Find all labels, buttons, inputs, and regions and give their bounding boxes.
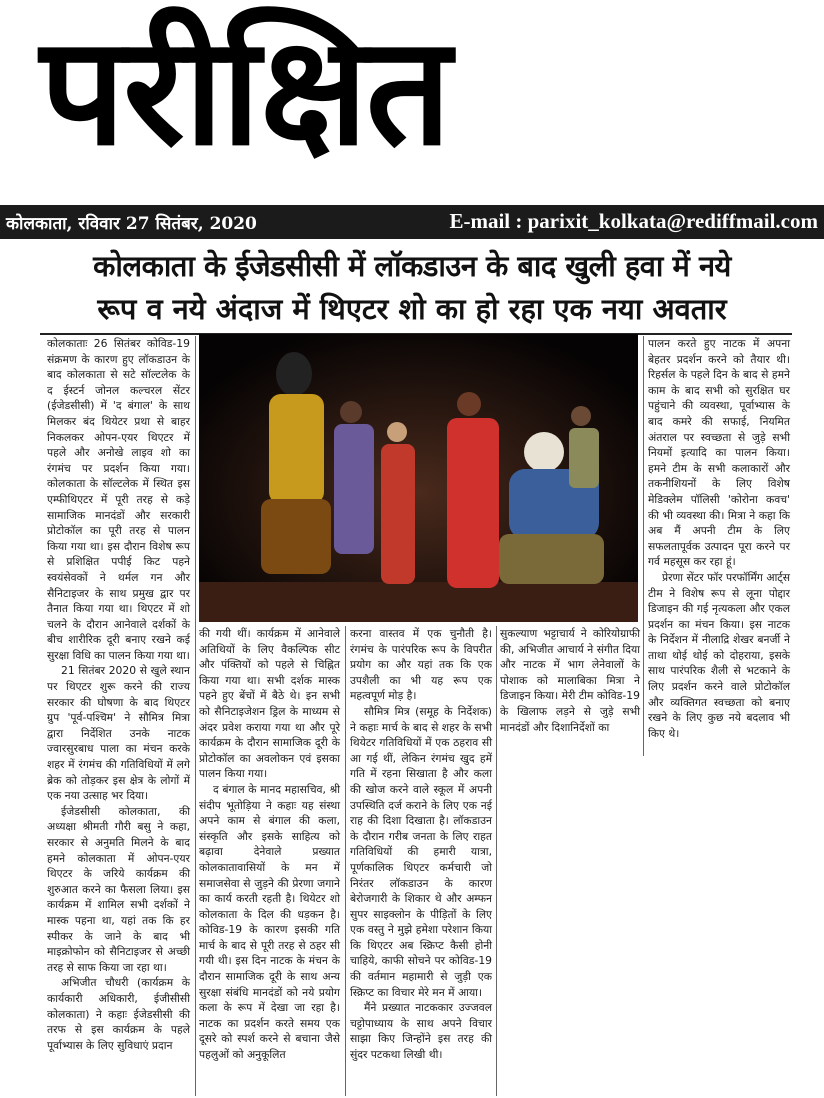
- column-divider: [643, 336, 644, 756]
- paragraph: प्रेरणा सेंटर फॉर परफॉर्मिंग आर्ट्स टीम ने विशेष रूप से लूना पोद्दार डिजाइन की गई नृत्यकला और एकल प्रदर्शन का मंचन किया। इस नाटक के निर्देशन में नीलाद्रि शेखर बनर्जी ने ताथा थोई थोई को दोहराया, इसके साथ पारंपरिक शैली से भटकाने के लिए प्रदर्शन करने वाले प्रोटोकॉल और व्यक्तिगत स्वच्छता को बनाए रखने के लिए कुछ नये बदलाव भी किए थे।: [648, 570, 790, 740]
- dateline-date: कोलकाता, रविवार 27 सितंबर, 2020: [6, 214, 257, 234]
- headline-line-1: कोलकाता के ईजेडसीसी में लॉकडाउन के बाद खुली हवा में नये: [93, 249, 731, 283]
- paragraph: की गयी थीं। कार्यक्रम में आनेवाले अतिथियों के लिए वैकल्पिक सीट और पंक्तियों को पहले से चिह्नित किया गया था। सभी दर्शक मास्क पहने हुए बेंचों में बैठे थे। इन सभी को सैनिटाइजेशन ड्रिल के माध्यम से अंदर प्रवेश कराया गया था और पूरे कार्यक्रम के दौरान सामाजिक दूरी के प्रोटोकॉल का अवलोकन एवं इसका पालन किया गया।: [199, 627, 340, 781]
- dateline-email: E-mail : parixit_kolkata@rediffmail.com: [449, 209, 818, 233]
- headline-line-2: रूप व नये अंदाज में थिएटर शो का हो रहा एक नया अवतार: [97, 292, 727, 326]
- column-divider: [496, 626, 497, 1096]
- article-column-1: [47, 336, 190, 1096]
- column-divider: [345, 626, 346, 1096]
- paragraph: अभिजीत चौधरी (कार्यक्रम के कार्यकारी अधिकारी, ईजीसीसी कोलकाता) ने कहाः ईजेडसीसी की तरफ से इस कार्यक्रम के पहले पूर्वाभ्यास के लिए सुविधाएं प्रदान: [47, 976, 190, 1052]
- article-column-4: [500, 626, 640, 756]
- headline: [0, 245, 824, 331]
- masthead-title: परीक्षित: [40, 5, 450, 179]
- column-divider: [195, 336, 196, 1096]
- paragraph: द बंगाल के मानद महासचिव, श्री संदीप भूतोड़िया ने कहाः यह संस्था अपने काम से बंगाल की कला, संस्कृति और इसके साहित्य को बढ़ावा देनेवाले प्रख्यात कोलकातावासियों के मन में समाजसेवा से जुड़ने की प्रेरणा जगाने का कार्य करती रहती है। थियेटर शो कोलकाता के दिल की धड़कन है। कोविड-19 के कारण इसकी गति मार्च के बाद से पूरी तरह से ठहर सी गयी थी। इस दिन नाटक के मंचन के दौरान सामाजिक दूरी के साथ अन्य सुरक्षा संबंधि मानदंडों को नये प्रयोग कला के रूप में देखा जा रहा है। नाटक का प्रदर्शन करते समय एक दूसरे को स्पर्श करने से बचाना जैसे पहलुओं को अनुकूलित: [199, 782, 340, 1062]
- dateline-bar: [0, 205, 824, 239]
- stage-photo-icon: [199, 334, 638, 622]
- paragraph: पालन करते हुए नाटक में अपना बेहतर प्रदर्शन करने को तैयार थी। रिहर्सल के पहले दिन के बाद से हमने काम के बाद सभी को सुरक्षित घर पहुंचाने की व्यवस्था, पूर्वाभ्यास के बाद कमरे की सफाई, नियमित अंतराल पर स्वच्छता से जुड़े सभी नियमों इत्यादि का पालन किया। हमने टीम के सभी कलाकारों और तकनीशियनों के लिए विशेष मेडिक्लेम पॉलिसी 'कोरोना कवच' की भी व्यवस्था की। मित्रा ने कहा कि अब मैं अपनी टीम के लिए सफलतापूर्वक उत्पादन पूरा करने पर गर्व महसूस कर रहा हूं।: [648, 337, 790, 569]
- paragraph: 21 सितंबर 2020 से खुले स्थान पर थिएटर शुरू करने की राज्य सरकार की घोषणा के बाद थिएटर ग्रुप 'पूर्व-पश्चिम' ने सौमित्र मित्रा द्वारा निर्देशित उनके नाटक ज्वारसुरबाध पाला का मंचन करके शहर में रंगमंच की गतिविधियों में लगे ब्रेक को तोड़कर इस क्षेत्र के लोगों में एक नया उत्साह भर दिया।: [47, 664, 190, 803]
- theatre-performance-photo: [199, 334, 638, 622]
- paragraph: सौमित्र मित्र (समूह के निर्देशक) ने कहाः मार्च के बाद से शहर के सभी थियेटर गतिविधियों में एक ठहराव सी आ गई थीं, लेकिन रंगमंच खुद हमें गति में रहना सिखाता है और कला की खोज करने वाले स्कूल में अपनी उपस्थिति दर्ज कराने के लिए एक नई राह की दिशा दिखाता है। लॉकडाउन के दौरान गरीब जनता के लिए राहत गतिविधियों की हमारी यात्रा, पूर्णकालिक थिएटर कर्मचारी जो निरंतर लॉकडाउन के कारण बेरोजगारी के शिकार थे और अम्फन सुपर साइक्लोन के पीड़ितों के लिए एक वस्तु ने मुझे हमेशा परेशान किया कि थिएटर अब स्क्रिप्ट कैसी होनी चाहिये, काफी सोचने पर कोविड-19 की वर्तमान महामारी से जुड़ी एक स्क्रिप्ट का विचार मेरे मन में आया।: [350, 704, 492, 999]
- article-column-2: [199, 626, 340, 1096]
- paragraph: ईजेडसीसी कोलकाता, की अध्यक्षा श्रीमती गौरी बसु ने कहा, सरकार से अनुमति मिलने के बाद हमने कोलकाता में ओपन-एयर थिएटर के जरिये कार्यक्रम की शुरुआत करने का फैसला लिया। इस कार्यक्रम में शामिल सभी दर्शकों ने मास्क पहना था, यहां तक कि हर स्पीकर के जाने के बाद भी माइक्रोफोन को सैनिटाइजर से अच्छी तरह से साफ किया जा रहा था।: [47, 804, 190, 974]
- paragraph: कोलकाताः 26 सितंबर कोविड-19 संक्रमण के कारण हुए लॉकडाउन के बाद कोलकाता से सटे सॉल्टलेक के द ईस्टर्न जोनल कल्चरल सेंटर (ईजेडसीसी) में 'द बंगाल' के साथ मिलकर बंद थियेटर प्रथा से बाहर निकलकर ओपन-एयर थिएटर में पहले और अनोखे लाइव शो का रंगमंच पर प्रदर्शन किया गया। कोलकाता के सॉल्टलेक में स्थित इस एम्फीथिएटर में पूरी तरह से कड़े सामाजिक मानदंडों और सरकारी प्रोटोकॉल का पूरी तरह से पालन किया गया था। इस दौरान विशेष रूप से प्रशिक्षित पपीई किट पहने स्वयंसेवकों ने थर्मल गन और सैनिटाइजर के साथ प्रमुख द्वार पर तैनात किया गया था। थिएटर में शो चलने के दौरान आनेवाले दर्शकों के बीच शारीरिक दूरी बनाए रखने कई सुरक्षा विधि का पालन किया गया था।: [47, 337, 190, 662]
- article-column-5: [648, 336, 790, 756]
- paragraph: करना वास्तव में एक चुनौती है। रंगमंच के पारंपरिक रूप के विपरीत प्रयोग का और यहां तक कि एक उपशैली का भी यह रूप एक महत्वपूर्ण मोड़ है।: [350, 627, 492, 703]
- paragraph: सुकल्याण भट्टाचार्य ने कोरियोग्राफी की, अभिजीत आचार्य ने संगीत दिया और नाटक में भाग लेनेवालों के पोशाक को मालाबिका मित्रा ने डिजाइन किया। मेरी टीम कोविड-19 के खिलाफ लड़ने से जुड़े सभी मानदंडों और दिशानिर्देशों का: [500, 627, 640, 734]
- masthead: [0, 0, 824, 205]
- article-column-3: [350, 626, 492, 1096]
- paragraph: मैंने प्रख्यात नाटककार उज्जवल चट्टोपाध्याय के साथ अपने विचार साझा किए जिन्होंने इस तरह की सुंदर पटकथा लिखी थी।: [350, 1001, 492, 1062]
